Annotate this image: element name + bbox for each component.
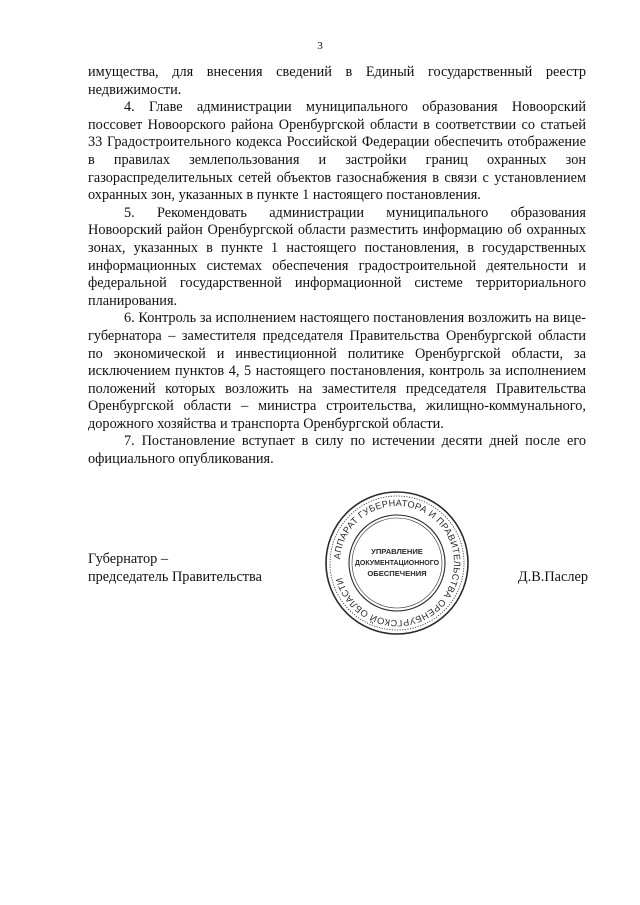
- paragraph-continuation: имущества, для внесения сведений в Единый государственный реестр недвижимости.: [88, 64, 586, 98]
- signer-title: [88, 551, 262, 586]
- seal-center-line-2: ДОКУМЕНТАЦИОННОГО: [354, 560, 440, 567]
- page-number: 3: [317, 40, 323, 52]
- signer-name: Д.В.Паслер: [517, 568, 588, 585]
- paragraph-item-5: 5. Рекомендовать администрации муниципального образования Новоорский район Оренбургской области разместить информацию об охранных зонах, указанных в пункте 1 настоящего постановления, в государственных информационных системах обеспечения градостроительной деятельности и федеральной государственной информационной системе территориального планирования.: [88, 204, 586, 309]
- seal-center-line-3: ОБЕСПЕЧЕНИЯ: [367, 569, 427, 578]
- seal-ring-textpath: АППАРАТ ГУБЕРНАТОРА И ПРАВИТЕЛЬСТВА ОРЕНБУРГСКОЙ ОБЛАСТИ: [332, 497, 463, 629]
- signer-title-line-1: Губернатор –: [88, 551, 168, 567]
- paragraph-item-4: 4. Главе администрации муниципального образования Новоорский поссовет Новоорского района Оренбургской области в соответствии со статьей 33 Градостроительного кодекса Российской Федерации обеспечить отображение в правилах землепользования и застройки границ охранных зон газораспределительных сетей объектов газоснабжения в связи с установлением охранных зон, указанных в пункте 1 настоящего постановления.: [88, 99, 586, 204]
- document-body: [88, 64, 586, 469]
- paragraph-item-7: 7. Постановление вступает в силу по истечении десяти дней после его официального опубликования.: [88, 433, 586, 468]
- signer-title-line-2: председатель Правительства: [88, 568, 262, 585]
- official-seal: [322, 488, 472, 638]
- paragraph-item-6: 6. Контроль за исполнением настоящего постановления возложить на вице-губернатора – заместителя председателя Правительства Оренбургской области по экономической и инвестиционной политике Оренбургской области, за исключением пунктов 4, 5 настоящего постановления, контроль за исполнением положений которых возложить на заместителя председателя Правительства Оренбургской области – министра строительства, жилищно-коммунального, дорожного хозяйства и транспорта Оренбургской области.: [88, 310, 586, 432]
- seal-center-line-1: УПРАВЛЕНИЕ: [371, 547, 423, 556]
